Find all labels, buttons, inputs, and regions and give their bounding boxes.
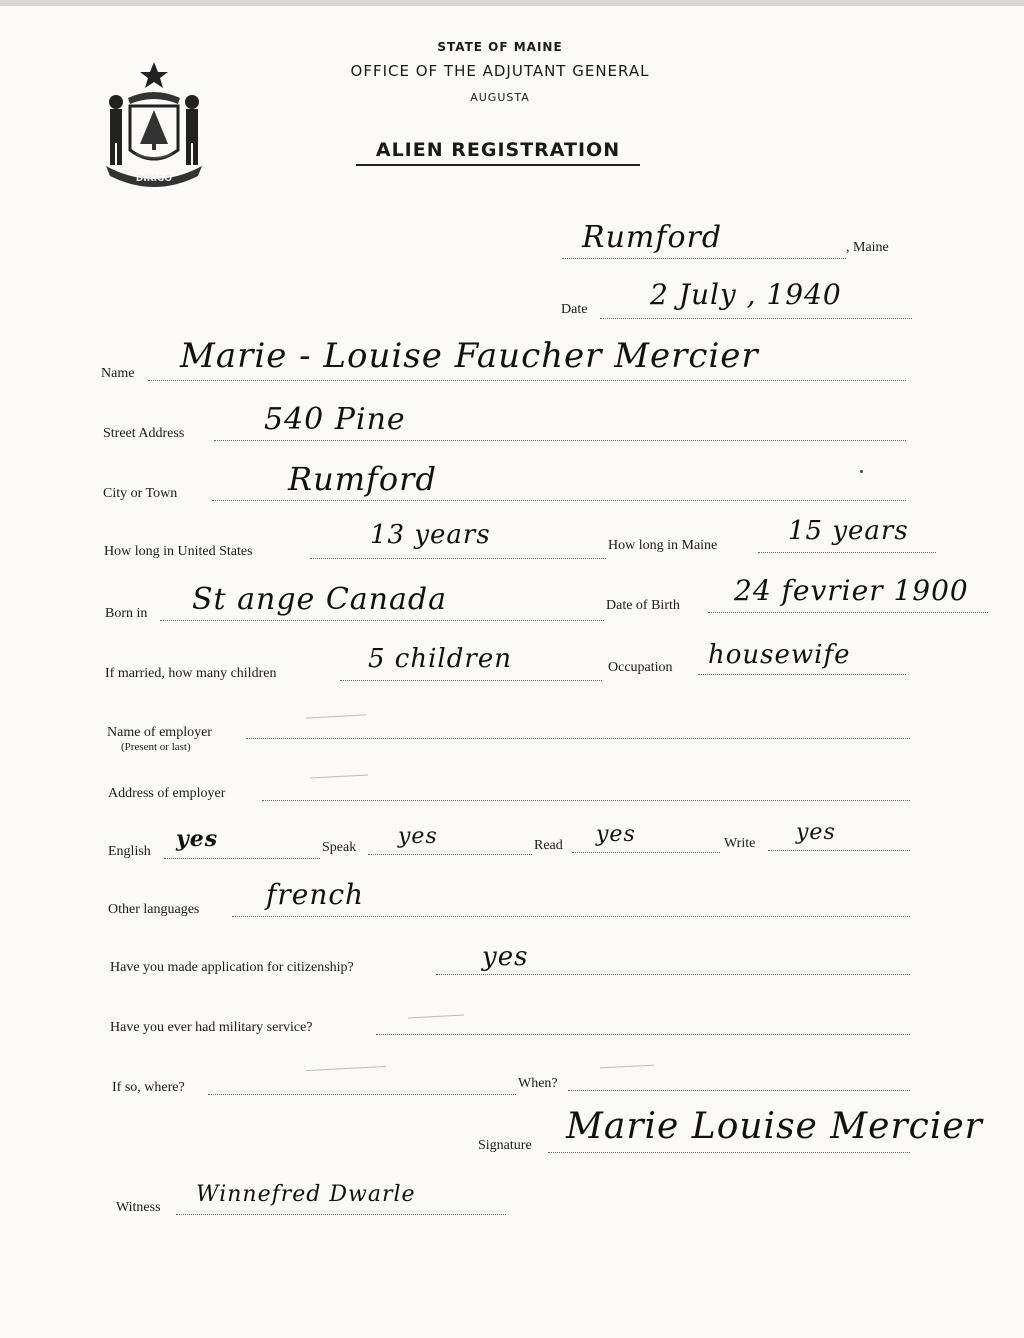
if-so-where-label: If so, where? bbox=[112, 1080, 185, 1095]
town-value: Rumford bbox=[582, 220, 723, 255]
how-long-us-line bbox=[310, 558, 606, 559]
children-value: 5 children bbox=[368, 644, 512, 674]
city-heading: AUGUSTA bbox=[470, 91, 530, 104]
how-long-maine-line bbox=[758, 552, 936, 553]
write-value: yes bbox=[796, 820, 836, 845]
blank-dash bbox=[600, 1065, 654, 1069]
blank-dash bbox=[306, 714, 366, 718]
occupation-value: housewife bbox=[708, 640, 851, 670]
employer-label: Name of employer bbox=[107, 725, 212, 740]
witness-line bbox=[176, 1214, 506, 1215]
witness-label: Witness bbox=[116, 1200, 161, 1215]
born-in-value: St ange Canada bbox=[192, 582, 447, 617]
how-long-maine-label: How long in Maine bbox=[608, 538, 718, 553]
where-line bbox=[208, 1094, 516, 1095]
english-label: English bbox=[108, 844, 151, 859]
citizenship-label: Have you made application for citizenship? bbox=[110, 960, 354, 975]
read-value: yes bbox=[596, 822, 636, 847]
city-line bbox=[212, 500, 906, 501]
signature-line bbox=[548, 1152, 910, 1153]
scan-edge bbox=[0, 0, 1024, 6]
children-line bbox=[340, 680, 602, 681]
how-long-us-label: How long in United States bbox=[104, 544, 253, 559]
town-line bbox=[562, 258, 846, 259]
other-languages-value: french bbox=[266, 878, 365, 911]
when-label: When? bbox=[518, 1076, 558, 1091]
dob-label: Date of Birth bbox=[606, 598, 680, 613]
state-heading: STATE OF MAINE bbox=[437, 40, 563, 54]
english-value: yes bbox=[176, 826, 219, 852]
when-line bbox=[568, 1090, 910, 1091]
dob-value: 24 fevrier 1900 bbox=[734, 574, 969, 607]
street-value: 540 Pine bbox=[264, 402, 406, 437]
blank-dash bbox=[306, 1066, 386, 1071]
how-long-us-value: 13 years bbox=[370, 520, 491, 550]
write-label: Write bbox=[724, 836, 756, 851]
name-line bbox=[148, 380, 906, 381]
how-long-maine-value: 15 years bbox=[788, 516, 909, 546]
date-line bbox=[600, 318, 912, 319]
born-in-line bbox=[160, 620, 604, 621]
maine-label: , Maine bbox=[846, 240, 889, 255]
employer-sublabel: (Present or last) bbox=[121, 741, 191, 753]
other-languages-line bbox=[232, 916, 910, 917]
signature-label: Signature bbox=[478, 1138, 532, 1153]
speak-line bbox=[368, 854, 532, 855]
ink-speck bbox=[860, 470, 863, 473]
date-label: Date bbox=[561, 302, 588, 317]
employer-address-line bbox=[262, 800, 910, 801]
speak-value: yes bbox=[398, 824, 438, 849]
street-label: Street Address bbox=[103, 426, 185, 441]
form-title: ALIEN REGISTRATION bbox=[356, 139, 640, 166]
write-line bbox=[768, 850, 910, 851]
blank-dash bbox=[408, 1015, 464, 1019]
other-languages-label: Other languages bbox=[108, 902, 200, 917]
occupation-line bbox=[698, 674, 906, 675]
city-value: Rumford bbox=[288, 460, 437, 498]
employer-address-label: Address of employer bbox=[108, 786, 226, 801]
speak-label: Speak bbox=[322, 840, 357, 855]
employer-line bbox=[246, 738, 910, 739]
office-heading: OFFICE OF THE ADJUTANT GENERAL bbox=[350, 62, 650, 80]
military-line bbox=[376, 1034, 910, 1035]
dob-line bbox=[708, 612, 988, 613]
name-label: Name bbox=[101, 366, 135, 381]
occupation-label: Occupation bbox=[608, 660, 673, 675]
citizenship-value: yes bbox=[482, 942, 529, 972]
military-label: Have you ever had military service? bbox=[110, 1020, 313, 1035]
english-line bbox=[164, 858, 320, 859]
children-label: If married, how many children bbox=[105, 666, 277, 681]
blank-dash bbox=[310, 774, 368, 778]
witness-value: Winnefred Dwarle bbox=[196, 1182, 416, 1207]
name-value: Marie - Louise Faucher Mercier bbox=[180, 336, 759, 376]
read-line bbox=[572, 852, 720, 853]
seal-motto: DIRIGO bbox=[135, 174, 173, 184]
read-label: Read bbox=[534, 838, 563, 853]
city-label: City or Town bbox=[103, 486, 178, 501]
born-in-label: Born in bbox=[105, 606, 148, 621]
citizenship-line bbox=[436, 974, 910, 975]
signature-value: Marie Louise Mercier bbox=[566, 1106, 983, 1147]
date-value: 2 July , 1940 bbox=[650, 278, 842, 311]
street-line bbox=[214, 440, 906, 441]
